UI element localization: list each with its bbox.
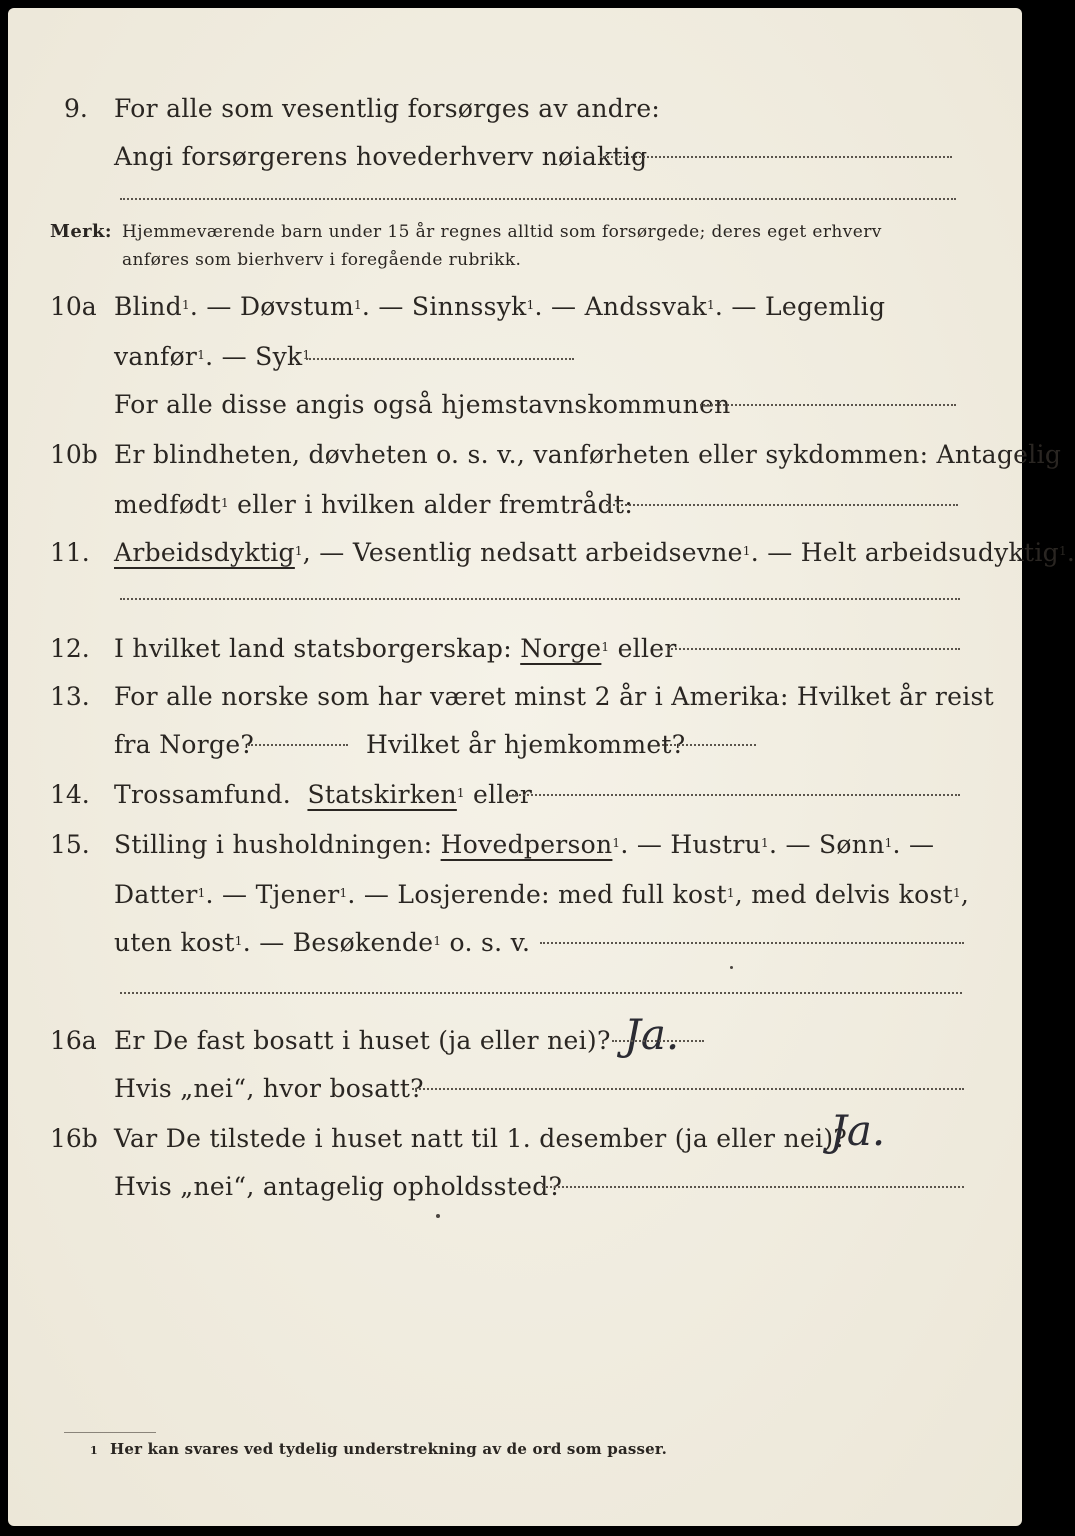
answer-line-15b: [120, 992, 962, 994]
underlined-answer-state-church: Statskirken: [307, 780, 457, 809]
footnote-rule: [64, 1432, 156, 1433]
item-number-13: 13.: [50, 682, 90, 711]
item-10a-hometown: For alle disse angis også hjemstavnskommunen: [114, 390, 731, 419]
item-13-returned: Hvilket år hjemkommet?: [366, 730, 686, 759]
underlined-answer-head-person: Hovedperson: [440, 830, 613, 859]
item-13-left-norway: fra Norge?: [114, 730, 255, 759]
item-10b-question: Er blindheten, døvheten o. s. v., vanførheten eller sykdommen: Antagelig: [114, 440, 1062, 469]
answer-line-13a: [248, 744, 348, 746]
note-text-line2: anføres som bierhverv i foregående rubrikk.: [122, 250, 522, 270]
census-form-page: [8, 8, 1075, 1526]
underlined-answer-norway: Norge: [520, 634, 602, 663]
answer-line-11: [120, 598, 960, 600]
item-16b-question: Var De tilstede i huset natt til 1. desember (ja eller nei)?: [114, 1124, 848, 1153]
item-number-9: 9.: [64, 94, 88, 123]
answer-line-9b: [120, 198, 956, 200]
item-number-16b: 16b: [50, 1124, 98, 1153]
item-9-question: For alle som vesentlig forsørges av andre:: [114, 94, 661, 123]
item-16a-where: Hvis „nei“, hvor bosatt?: [114, 1074, 424, 1103]
item-number-10a: 10a: [50, 292, 97, 321]
item-16a-question: Er De fast bosatt i huset (ja eller nei)?: [114, 1026, 611, 1055]
item-15-line3: uten kost$^1$. — Besøkende$^1$ o. s. v.: [114, 928, 531, 957]
ink-speck: [436, 1214, 440, 1218]
note-text-line1: Hjemmeværende barn under 15 år regnes alltid som forsørgede; deres eget erhverv: [122, 222, 882, 242]
footnote-text: Her kan svares ved tydelig understrekning av de ord som passer.: [110, 1440, 668, 1458]
item-11-options: Arbeidsdyktig$^1$, — Vesentlig nedsatt arbeidsevne$^1$. — Helt arbeidsudyktig$^1$.: [114, 538, 1075, 567]
handwritten-answer-16b: Ja.: [830, 1106, 886, 1155]
item-15-line2: Datter$^1$. — Tjener$^1$. — Losjerende: med full kost$^1$, med delvis kost$^1$,: [114, 880, 970, 909]
answer-line-9: [600, 156, 952, 158]
handwritten-answer-16a: Ja.: [624, 1010, 680, 1059]
item-14-question: Trossamfund. Statskirken$^1$ eller: [114, 780, 533, 809]
answer-line-12: [668, 648, 960, 650]
answer-line-13b: [662, 744, 756, 746]
item-10a-options: Blind$^1$. — Døvstum$^1$. — Sinnssyk$^1$. — Andssvak$^1$. — Legemlig: [114, 292, 886, 321]
answer-line-15: [540, 942, 964, 944]
answer-line-10a-hometown: [700, 404, 956, 406]
item-number-14: 14.: [50, 780, 90, 809]
answer-line-16a: [612, 1040, 704, 1042]
answer-line-16a-where: [412, 1088, 964, 1090]
item-number-12: 12.: [50, 634, 90, 663]
item-number-15: 15.: [50, 830, 90, 859]
answer-line-10b: [606, 504, 958, 506]
item-10b-question-line2: medfødt$^1$ eller i hvilken alder fremtrådt:: [114, 490, 634, 519]
item-10a-options-line2: vanfør$^1$. — Syk$^1$: [114, 342, 311, 371]
item-13-question: For alle norske som har været minst 2 år i Amerika: Hvilket år reist: [114, 682, 995, 711]
item-9-subquestion: Angi forsørgerens hovederhverv nøiaktig: [114, 142, 648, 171]
answer-line-16b: [542, 1186, 964, 1188]
item-16b-whereabouts: Hvis „nei“, antagelig opholdssted?: [114, 1172, 563, 1201]
item-number-11: 11.: [50, 538, 90, 567]
answer-line-14: [512, 794, 960, 796]
item-number-16a: 16a: [50, 1026, 97, 1055]
footnote-mark: 1: [90, 1444, 98, 1457]
ink-speck: [730, 966, 733, 969]
answer-line-10a: [306, 358, 574, 360]
item-15-line1: Stilling i husholdningen: Hovedperson$^1$. — Hustru$^1$. — Sønn$^1$. —: [114, 830, 935, 859]
note-label: Merk:: [50, 221, 112, 242]
item-number-10b: 10b: [50, 440, 98, 469]
item-12-question: I hvilket land statsborgerskap: Norge$^1$ eller: [114, 634, 677, 663]
underlined-answer-work-capable: Arbeidsdyktig: [114, 538, 295, 567]
